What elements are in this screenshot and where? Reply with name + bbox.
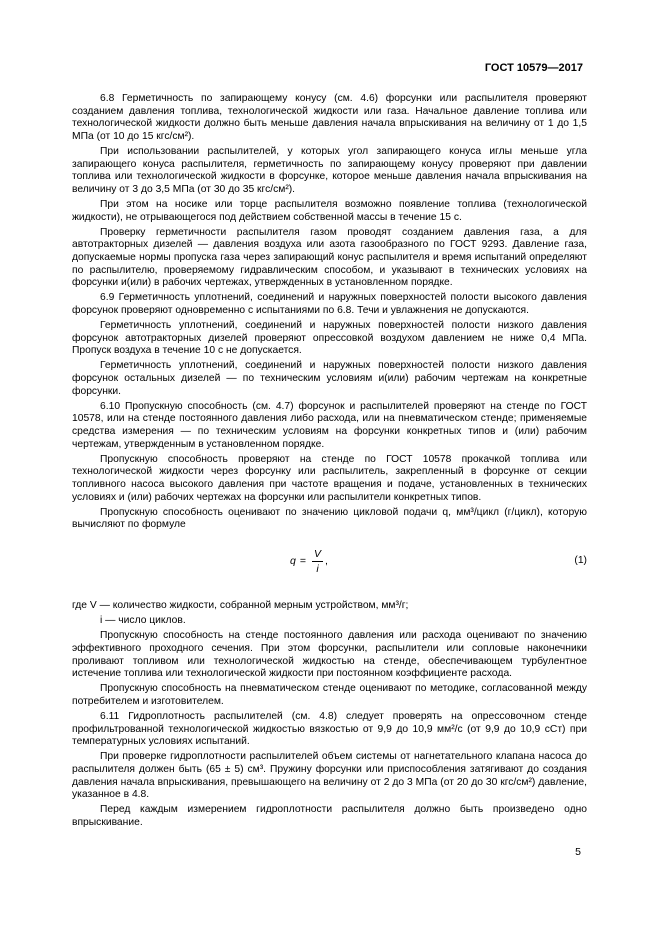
formula-fraction bbox=[312, 548, 323, 575]
paragraph-where-i: i — число циклов. bbox=[100, 615, 186, 627]
page-number: 5 bbox=[575, 846, 581, 858]
formula-equals: = bbox=[299, 555, 306, 568]
formula-number: (1) bbox=[574, 554, 587, 566]
paragraph: При использовании распылителей, у которых угол запирающего конуса иглы меньше угла запирающего конуса распылителя, герметичность по запирающему конусу проверяют при давлении топлива или технологической жидкости в форсунке, которое меньше давления начала впрыскивания на величину от 3 до 3,5 МПа (от 30 до 35 кгс/см²). bbox=[72, 145, 587, 195]
paragraph: При этом на носике или торце распылителя возможно появление топлива (технологической жидкости), не отрывающегося под действием собственной массы в течение 15 с. bbox=[72, 198, 587, 223]
paragraph-6-9: 6.9 Герметичность уплотнений, соединений и наружных поверхностей полости высокого давления форсунок проверяют одновременно с испытаниями по 6.8. Течи и увлажнения не допускаются. bbox=[72, 292, 587, 316]
paragraph: Пропускную способность оценивают по значению цикловой подачи q, мм³/цикл (г/цикл), которую вычисляют по формуле bbox=[72, 506, 587, 531]
formula-lhs: q bbox=[290, 555, 296, 568]
paragraph-6-11: 6.11 Гидроплотность распылителей (см. 4.8) следует проверять на опрессовочном стенде профильтрованной технологической жидкостью вязкостью от 9,9 до 10,9 мм²/с (от 9,9 до 10,9 сСт) при температурных условиях испытаний. bbox=[72, 711, 587, 748]
paragraph: Пропускную способность на стенде постоянного давления или расхода оценивают по значению эффективного проходного сечения. При этом форсунки, распылители или сопловые наконечники проливают топливом или технологической жидкостью на стенде, обеспечивающем турбулентное истечение топлива или технологической жидкости при постоянном коэффициенте расхода. bbox=[72, 630, 587, 680]
paragraph-where: где V — количество жидкости, собранной мерным устройством, мм³/г; bbox=[72, 599, 409, 611]
document-body bbox=[72, 93, 587, 832]
formula-block bbox=[72, 542, 587, 588]
paragraph: Пропускную способность на пневматическом стенде оценивают по методике, согласованной между потребителем и изготовителем. bbox=[72, 683, 587, 707]
paragraph: Пропускную способность проверяют на стенде по ГОСТ 10578 прокачкой топлива или технологической жидкости через форсунку или распылитель, закрепленный в форсунке от секции топливного насоса высокого давления при частоте вращения и подаче, установленных в технических условиях и (или) рабочих чертежах на форсунки или распылители конкретных типов. bbox=[72, 453, 587, 503]
paragraph: Перед каждым измерением гидроплотности распылителя должно быть произведено одно впрыскивание. bbox=[72, 804, 587, 828]
formula-trail: , bbox=[325, 555, 328, 568]
paragraph-6-10: 6.10 Пропускную способность (см. 4.7) форсунок и распылителей проверяют на стенде по ГОСТ 10578, или на стенде постоянного давления либо расхода, или на пневматическом стенде; применяемые средства измерения — по техническим условиям на форсунки конкретных типов и (или) рабочим чертежам, утвержденным в установленном порядке. bbox=[72, 400, 587, 450]
formula-denominator: i bbox=[316, 562, 319, 575]
paragraph-6-8: 6.8 Герметичность по запирающему конусу (см. 4.6) форсунки или распылителя проверяют созданием давления топлива, технологической жидкости или газа. Начальное давление топлива или технологической жидкости должно быть меньше давления начала впрыскивания на величину от 1 до 1,5 МПа (от 10 до 15 кгс/см²). bbox=[72, 93, 587, 142]
formula-numerator: V bbox=[313, 547, 321, 560]
paragraph: Герметичность уплотнений, соединений и наружных поверхностей полости низкого давления форсунок автотракторных дизелей проверяют опрессовкой воздухом давлением не ниже 0,4 МПа. Пропуск воздуха в течение 10 с не допускается. bbox=[72, 320, 587, 357]
standard-header: ГОСТ 10579—2017 bbox=[484, 62, 583, 74]
paragraph: При проверке гидроплотности распылителей объем системы от нагнетательного клапана насоса до распылителя должен быть (65 ± 5) см³. Пружину форсунки или приспособления затягивают до создания давления начала впрыскивания, превышающего на величину от 2 до 3 МПа (от 20 до 30 кгс/см²) давление, указанное в 4.8. bbox=[72, 751, 587, 801]
paragraph: Проверку герметичности распылителя газом проводят созданием давления газа, а для автотракторных дизелей — давления воздуха или азота газообразного по ГОСТ 9293. Давление газа, допускаемые нормы пропуска газа через запирающий конус распылителя и время испытаний определяют по распылителю, проверяемому гидравлическим способом, и указывают в технических условиях на форсунки и(или) в рабочих чертежах, утвержденных в установленном порядке. bbox=[72, 226, 587, 289]
paragraph: Герметичность уплотнений, соединений и наружных поверхностей полости низкого давления форсунок остальных дизелей — по техническим условиям и(или) рабочим чертежам на конкретные форсунки. bbox=[72, 360, 587, 397]
formula-expression bbox=[290, 548, 328, 575]
